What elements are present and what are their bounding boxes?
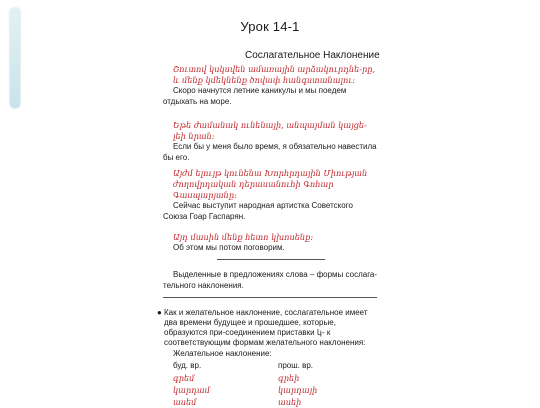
example-1 [163,64,378,107]
example-armenian: Այդ մասին մենք հետո կխոսենք: [173,232,314,242]
past-column [278,360,317,408]
future-form: ասեմ [173,397,197,407]
example-armenian: Եթե ժամանակ ունենայի, անպայման կայցե-լեի նրան: [173,120,367,141]
past-form: կարդայի [278,385,318,395]
example-4 [163,232,378,254]
example-russian: Скоро начнутся летние каникулы и мы поедем отдыхать на море. [163,86,347,106]
example-armenian: Շուտով կսկսվեն ամառային արձակուրդնե-րը, և մենք կմեկնենք ծովափ հանգստանալու: [173,64,376,85]
future-column [173,360,210,408]
future-form: գրեմ [173,373,195,383]
past-form: գրեի [278,373,300,383]
past-form: ասեի [278,397,302,407]
past-header: прош. вр. [278,361,314,370]
example-2 [163,120,378,163]
example-russian: Если бы у меня было время, я обязательно навестила бы его. [163,142,377,162]
example-3 [163,168,378,222]
example-russian: Сейчас выступит народная артистка Советского Союза Гоар Гаспарян. [163,201,353,221]
divider-long [163,297,377,298]
note-text: Выделенные в предложениях слова – формы сослага-тельного наклонения. [163,270,378,290]
bullet-text: Как и желательное наклонение, сослагательное имеет два времени будущее и прошедшее, которые, образуются при-соединением приставки կ- к соответствующим формам желательного наклонения: [164,308,368,347]
example-russian: Об этом мы потом поговорим. [173,243,285,252]
bullet-icon: ● [157,308,162,317]
divider-short [217,259,325,260]
lesson-title: Урок 14-1 [240,19,300,34]
subheading: Желательное наклонение: [173,349,272,358]
bullet-paragraph [157,308,379,348]
section-title: Сослагательное Наклонение [245,50,380,61]
future-header: буд. вр. [173,361,202,370]
example-armenian: Այժմ ելույթ կունենա Խորհրդային Միության ժողովրդական դերասանուհի Գոհար Գասպարյանը: [173,168,368,200]
future-form: կարդամ [173,385,210,395]
